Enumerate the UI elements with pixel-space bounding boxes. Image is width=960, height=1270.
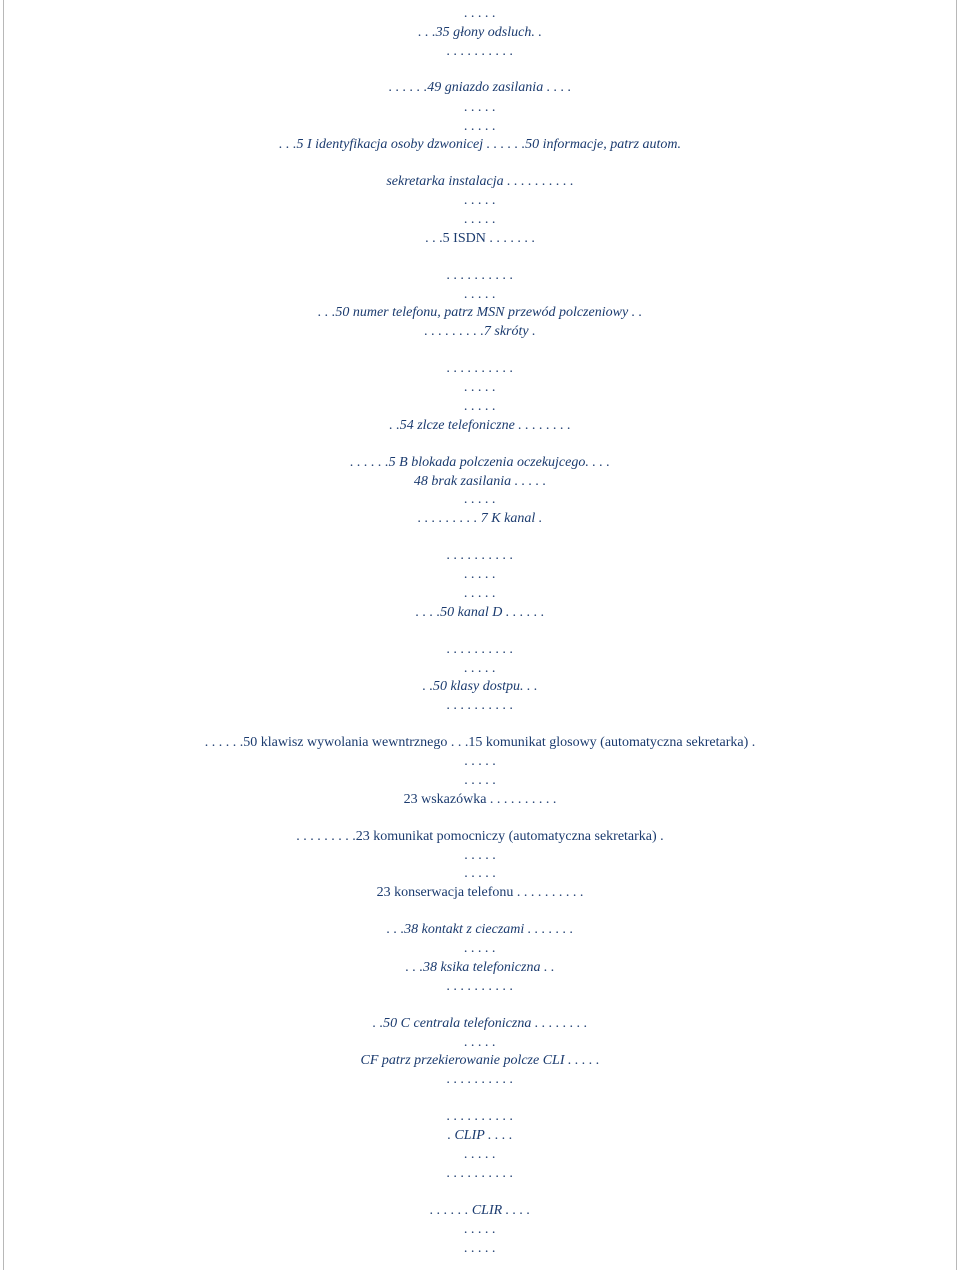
index-line: . . . . . bbox=[464, 1241, 496, 1256]
index-line: . . . . . bbox=[464, 100, 496, 115]
index-line: . . . . . . . . . . bbox=[446, 1072, 514, 1087]
index-line: . .50 klasy dostpu. . . bbox=[422, 679, 538, 694]
index-line: . . . . . bbox=[464, 6, 496, 21]
index-line: . . . . . bbox=[464, 567, 496, 582]
index-line: . . .38 kontakt z cieczami . . . . . . . bbox=[386, 922, 574, 937]
index-line: . . . . . bbox=[464, 1147, 496, 1162]
index-line: . . . . . . . . . . bbox=[446, 1109, 514, 1124]
index-line: . . . . . bbox=[464, 287, 496, 302]
index-line: . . . . . bbox=[464, 399, 496, 414]
index-line: 23 konserwacja telefonu . . . . . . . . . . bbox=[376, 885, 584, 900]
index-line: . . . . . bbox=[464, 380, 496, 395]
index-line: . . . . . . . . . . bbox=[446, 268, 514, 283]
index-line: . . . . . . CLIR . . . . bbox=[429, 1203, 531, 1218]
index-line: 23 wskazówka . . . . . . . . . . bbox=[403, 792, 557, 807]
index-line: . . . . . bbox=[464, 866, 496, 881]
index-line: . . .50 numer telefonu, patrz MSN przewód polczeniowy . . bbox=[317, 305, 643, 320]
index-line: . .54 zlcze telefoniczne . . . . . . . . bbox=[389, 418, 571, 433]
index-line: . . . . . . . . . . bbox=[446, 361, 514, 376]
index-line: . CLIP . . . . bbox=[447, 1128, 513, 1143]
index-line: . . . . . bbox=[464, 773, 496, 788]
index-line: . . . . . bbox=[464, 754, 496, 769]
index-line: . . . . . . . . .23 komunikat pomocniczy (automatyczna sekretarka) . bbox=[296, 829, 664, 844]
index-line: . . . . . bbox=[464, 212, 496, 227]
index-line: . . . . . . . . . 7 K kanal . bbox=[417, 511, 543, 526]
index-line: . . . . . . . . . . bbox=[446, 698, 514, 713]
index-line: . . . . . . . . . . bbox=[446, 548, 514, 563]
index-line: . . . . . . . . . . bbox=[446, 44, 514, 59]
index-line: . . . . . bbox=[464, 848, 496, 863]
index-line: . . . . . .50 klawisz wywolania wewntrznego . . .15 komunikat glosowy (automatyczna sekretarka) . bbox=[204, 735, 756, 750]
index-line: . . .35 głony odsluch. . bbox=[418, 25, 542, 40]
index-line: . . . . . bbox=[464, 119, 496, 134]
index-line: . . .5 ISDN . . . . . . . bbox=[425, 231, 535, 246]
index-line: . . .5 I identyfikacja osoby dzwonicej . . . . . .50 informacje, patrz autom. bbox=[278, 137, 682, 152]
index-line: . . . .50 kanal D . . . . . . bbox=[415, 605, 545, 620]
index-line: . . . . . bbox=[464, 492, 496, 507]
index-line: . .50 C centrala telefoniczna . . . . . . . . bbox=[372, 1016, 588, 1031]
index-line: sekretarka instalacja . . . . . . . . . . bbox=[386, 174, 574, 189]
index-line: . . .38 ksika telefoniczna . . bbox=[405, 960, 555, 975]
index-line: . . . . . bbox=[464, 1222, 496, 1237]
index-line: . . . . . bbox=[464, 1035, 496, 1050]
index-line: . . . . . bbox=[464, 586, 496, 601]
index-line: . . . . . bbox=[464, 661, 496, 676]
index-line: . . . . . . . . . . bbox=[446, 979, 514, 994]
index-line: . . . . . .49 gniazdo zasilania . . . . bbox=[388, 80, 572, 95]
index-line: . . . . . .5 B blokada polczenia oczekujcego. . . . bbox=[350, 455, 610, 470]
index-line: . . . . . bbox=[464, 193, 496, 208]
index-line: . . . . . . . . .7 skróty . bbox=[424, 324, 536, 339]
index-line: . . . . . . . . . . bbox=[446, 1166, 514, 1181]
index-line: . . . . . bbox=[464, 941, 496, 956]
index-line: 48 brak zasilania . . . . . bbox=[413, 474, 547, 489]
index-line: . . . . . . . . . . bbox=[446, 642, 514, 657]
index-line: CF patrz przekierowanie polcze CLI . . . . . bbox=[360, 1053, 600, 1068]
